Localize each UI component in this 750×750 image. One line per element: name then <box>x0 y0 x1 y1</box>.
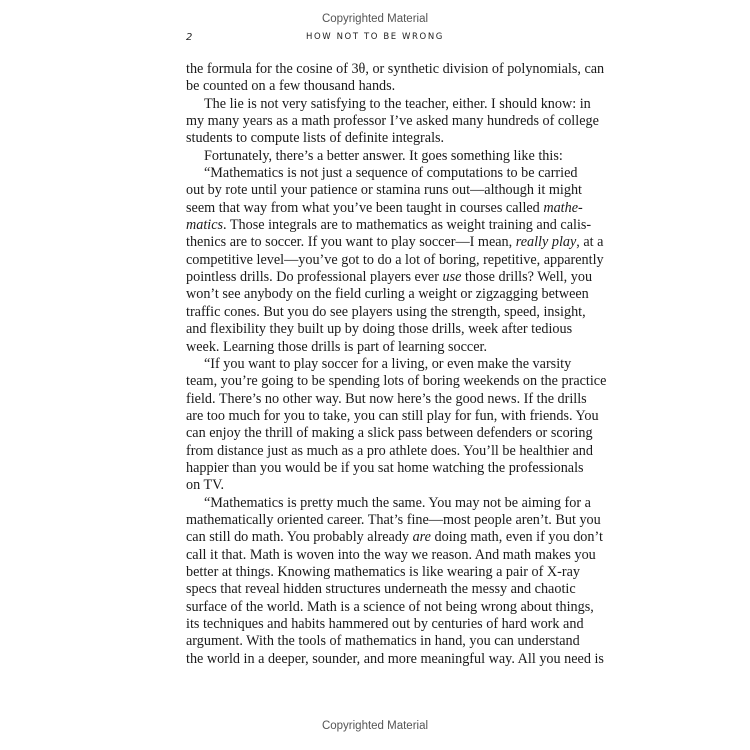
text-line <box>186 339 564 356</box>
text-line <box>186 182 583 199</box>
text-run: . Those integrals are to mathematics as weight training and calis- <box>223 217 592 234</box>
text-run: on TV. <box>186 477 225 494</box>
text-run: can still do math. You probably already <box>186 529 413 546</box>
text-run: the world in a deeper, sounder, and more meaningful way. All you need is <box>186 650 604 667</box>
text-line <box>186 529 603 546</box>
text-run: mathematically oriented career. That’s fine—most people aren’t. But you <box>186 511 601 528</box>
text-run: traffic cones. But you do see players using the strength, speed, insight, <box>186 303 586 320</box>
text-line <box>186 616 584 633</box>
text-run: my many years as a math professor I’ve asked many hundreds of college <box>186 113 599 130</box>
text-run: , at a <box>576 234 604 251</box>
copyright-watermark-top: Copyrighted Material <box>321 13 429 25</box>
copyright-watermark-bottom: Copyrighted Material <box>321 720 429 732</box>
text-run: week. Learning those drills is part of learning soccer. <box>186 338 487 355</box>
text-run: can enjoy the thrill of making a slick pass between defenders or scoring <box>186 425 593 442</box>
text-run: the formula for the cosine of 3θ, or synthetic division of polynomials, can <box>186 61 605 77</box>
text-run: “Mathematics is not just a sequence of computations to be carried <box>204 165 578 182</box>
text-run: happier than you would be if you sat home watching the professionals <box>186 459 584 476</box>
text-line <box>186 286 589 303</box>
text-line <box>186 494 591 512</box>
text-run: seem that way from what you’ve been taught in courses called <box>186 199 544 216</box>
text-line <box>186 407 599 425</box>
text-run: those drills? Well, you <box>461 269 593 286</box>
text-line <box>186 425 593 442</box>
text-line <box>186 546 596 564</box>
text-line <box>186 78 564 95</box>
text-run: and flexibility they built up by doing those drills, week after tedious <box>186 321 573 338</box>
running-head: HOW NOT TO BE WRONG <box>306 32 444 42</box>
text-run: students to compute lists of definite integrals. <box>186 130 445 147</box>
text-line <box>186 303 586 321</box>
text-line <box>186 251 604 269</box>
text-run: better at things. Knowing mathematics is like wearing a pair of X-ray <box>186 563 580 580</box>
text-line <box>186 199 583 217</box>
text-line <box>186 269 593 286</box>
text-run: doing math, even if you don’t <box>430 529 603 546</box>
text-run: Fortunately, there’s a better answer. It goes something like this: <box>204 147 563 164</box>
text-run: “Mathematics is pretty much the same. You may not be aiming for a <box>204 494 591 511</box>
text-line <box>186 113 599 130</box>
text-line <box>186 598 594 616</box>
text-run: call it that. Math is woven into the way we reason. And math makes you <box>186 546 596 563</box>
text-line <box>186 95 591 113</box>
text-run: be counted on a few thousand hands. <box>186 78 396 95</box>
body-text <box>186 61 607 668</box>
text-run: from distance just as much as a pro athlete does. You’ll be healthier and <box>186 442 593 459</box>
text-line <box>186 390 587 408</box>
text-line <box>186 148 564 165</box>
text-run: its techniques and habits hammered out by centuries of hard work and <box>186 616 584 632</box>
italic-text: really play <box>515 234 577 251</box>
text-run: specs that reveal hidden structures underneath the messy and chaotic <box>186 581 576 598</box>
text-run: are too much for you to take, you can still play for fun, with friends. You <box>186 407 599 424</box>
text-run: surface of the world. Math is a science of not being wrong about things, <box>186 598 594 615</box>
italic-text: are <box>412 529 431 546</box>
text-line <box>186 477 564 494</box>
text-run: out by rote until your patience or stamina runs out—although it might <box>186 182 583 199</box>
text-run: “If you want to play soccer for a living, or even make the varsity <box>204 355 572 372</box>
text-line <box>186 650 604 668</box>
text-run: field. There’s no other way. But now here’s the good news. If the drills <box>186 390 587 407</box>
text-run: won’t see anybody on the field curling a weight or zigzagging between <box>186 286 589 303</box>
text-line <box>186 581 576 598</box>
text-run: team, you’re going to be spending lots of boring weekends on the practice <box>186 373 607 390</box>
text-line <box>186 61 605 78</box>
page-number: 2 <box>186 32 193 43</box>
text-line <box>186 321 573 338</box>
text-run: pointless drills. Do professional players ever <box>186 269 443 286</box>
text-line <box>186 217 592 234</box>
text-line <box>186 130 564 147</box>
italic-text: matics <box>186 217 224 234</box>
text-run: thenics are to soccer. If you want to play soccer—I mean, <box>186 234 516 251</box>
text-line <box>186 234 604 251</box>
text-run: competitive level—you’ve got to do a lot of boring, repetitive, apparently <box>186 251 604 268</box>
text-line <box>186 442 593 460</box>
text-line <box>186 165 578 182</box>
text-line <box>186 563 580 581</box>
text-line <box>186 459 584 477</box>
text-run: argument. With the tools of mathematics in hand, you can understand <box>186 633 580 650</box>
italic-text: use <box>442 269 462 286</box>
text-line <box>186 633 580 650</box>
text-run: The lie is not very satisfying to the teacher, either. I should know: in <box>204 95 591 112</box>
text-line <box>186 355 572 373</box>
italic-text: mathe- <box>543 199 583 216</box>
text-line <box>186 511 601 529</box>
text-line <box>186 373 607 390</box>
